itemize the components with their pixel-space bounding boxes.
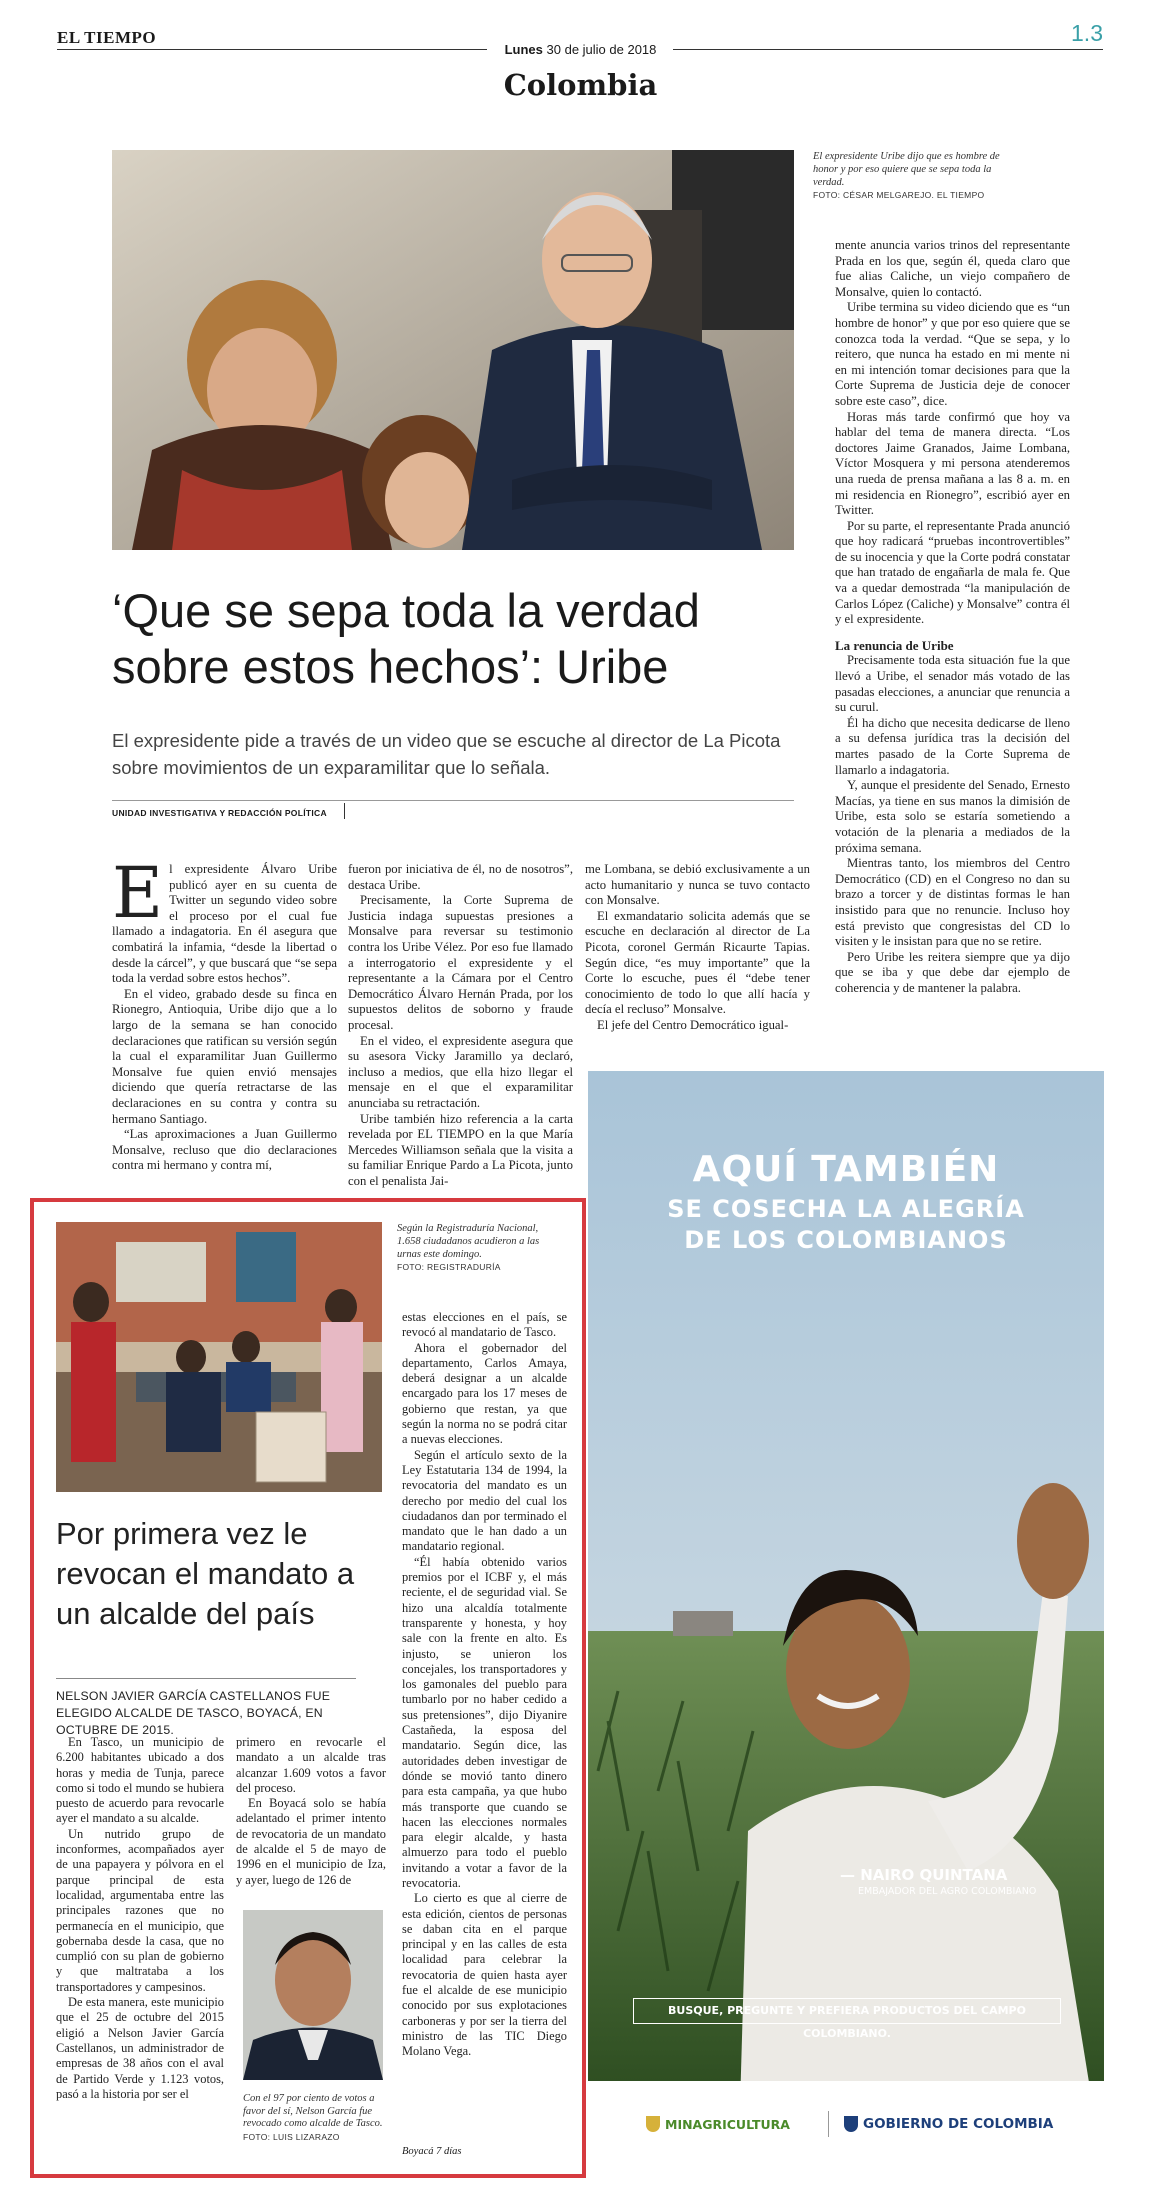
portrait-caption xyxy=(243,2093,388,2144)
main-col4-p7: Y, aunque el presidente del Senado, Ernesto Macías, ya tiene en sus manos la dimisión de Uribe, esta solo se estaría sometiendo a votación de la plenaria a mediados de la próxima semana. xyxy=(835,778,1070,855)
main-col2-p1: fueron por iniciativa de él, no de nosotros”, destaca Uribe. xyxy=(348,862,573,892)
box-col3-p1: estas elecciones en el país, se revocó al mandatario de Tasco. xyxy=(402,1310,567,1340)
portrait-photo xyxy=(243,1910,383,2080)
ad-headline-3: DE LOS COLOMBIANOS xyxy=(684,1226,1008,1254)
box-column-1 xyxy=(56,1735,224,2102)
box-col2-p2: En Boyacá solo se había adelantado el primer intento de revocatoria de un mandato de alcalde el 5 de mayo de 1996 en el municipio de Iza, y ayer, luego de 126 de xyxy=(236,1796,386,1887)
main-col4-p9: Pero Uribe les reitera siempre que ya dijo que se iba y que debe dar ejemplo de coherencia y de mantener la palabra. xyxy=(835,949,1070,995)
main-headline-line1: ‘Que se sepa toda la verdad xyxy=(112,584,700,637)
main-col4-p1: mente anuncia varios trinos del representante Prada en los que, según él, queda claro que fue alias Caliche, un viejo compañero de Monsalve, quien lo contactó. xyxy=(835,238,1070,299)
box-col3-p5: Lo cierto es que al cierre de esta edición, cientos de personas se daban cita en el parque principal y en las calles de esta localidad para celebrar la revocatoria de quien hasta ayer fue el alcalde de ese municipio conocido por sus explotaciones carboneras y por ser la tierra del ministro de las TIC Diego Molano Vega. xyxy=(402,1891,567,2059)
main-subhead: La renuncia de Uribe xyxy=(835,637,954,653)
box-col1-p2: Un nutrido grupo de inconformes, acompañados ayer de una papayera y pólvora en el parque principal de esta localidad, argumentaba entre las principales razones que no permanecía en el municipio, que gobernaba desde la casa, que no cumplió con su plan de gobierno y que maltrataba a los transportadores y campesinos. xyxy=(56,1826,224,1994)
box-col1-p3: De esta manera, este municipio que el 25 de octubre del 2015 eligió a Nelson Javier García Castellanos, un administrador de empresas de 38 años con el aval de Partido Verde y 1.123 votos, pasó a la historia por ser el xyxy=(56,1995,224,2101)
main-col4-p4: Por su parte, el representante Prada anunció que hoy radicará “pruebas incontrovertibles” de su inocencia y que la Corte podrá constatar que han tratado de engañarla de mala fe. Que va a quedar demostrada “la manipulación de Carlos López (Caliche) y Monsalve” contra él y el expresidente. xyxy=(835,518,1070,627)
main-column-1 xyxy=(112,852,337,1174)
main-col4-p8: Mientras tanto, los miembros del Centro Democrático (CD) en el Congreso no dan su brazo a torcer y de distintas formas le han insistido para que no renuncie. Incluso hoy está previsto que congresistas del CD lo visiten y le insistan para que no se retire. xyxy=(835,856,1070,949)
main-photo-credit: FOTO: CÉSAR MELGAREJO. EL TIEMPO xyxy=(813,190,985,200)
gobierno-shield-icon xyxy=(844,2116,858,2132)
main-column-3 xyxy=(585,862,810,1034)
box-photo-credit: FOTO: REGISTRADURÍA xyxy=(397,1262,501,1272)
box-photo-caption-text: Según la Registraduría Nacional, 1.658 ciudadanos acudieron a las urnas este domingo. xyxy=(397,1223,540,1260)
portrait-credit: FOTO: LUIS LIZARAZO xyxy=(243,2131,340,2142)
date-rest: 30 de julio de 2018 xyxy=(546,42,657,57)
box-col2-p1: primero en revocarle el mandato a un alcalde tras alcanzar 1.609 votos a favor del proceso. xyxy=(236,1735,386,1795)
box-photo xyxy=(56,1222,382,1492)
main-photo-caption-text: El expresidente Uribe dijo que es hombre de honor y por eso quiere que se sepa toda la verdad. xyxy=(813,151,1000,188)
main-col3-p3: El jefe del Centro Democrático igual- xyxy=(597,1017,789,1032)
main-col2-p2: Precisamente, la Corte Suprema de Justicia indaga supuestas presiones a Monsalve para reversar su testimonio contra los Uribe Vélez. Por eso fue llamado a interrogatorio el expresidente y el representante a la Cámara por el Centro Democrático Álvaro Hernán Prada, por los supuestos delitos de soborno y fraude procesal. xyxy=(348,893,573,1032)
ad-logo-gobierno xyxy=(844,2116,1053,2132)
date-day: Lunes xyxy=(504,42,543,57)
portrait-caption-text: Con el 97 por ciento de votos a favor del sí, Nelson García fue revocado como alcalde de Tasco. xyxy=(243,2093,383,2129)
main-headline-line2: sobre estos hechos’: Uribe xyxy=(112,640,669,693)
main-col4-p2: Uribe termina su video diciendo que es “un hombre de honor” y que por eso quiere que se conozca toda la verdad. “Que se sepa, y lo reitero, que nunca ha estado en mi mente ni en mi intención tomar decisiones para que la Corte Suprema de Justicia deje de conocer sobre este caso”, dice. xyxy=(835,300,1070,408)
main-byline: UNIDAD INVESTIGATIVA Y REDACCIÓN POLÍTICA xyxy=(112,808,327,818)
page-number: 1.3 xyxy=(1071,20,1103,46)
main-photo xyxy=(112,150,794,550)
uribe-photo-image xyxy=(112,150,794,550)
main-col2-p3: En el video, el expresidente asegura que su asesora Vicky Jaramillo ya declaró, incluso a medios, que ella hizo llegar el mensaje en el que el exparamilitar anunciaba su retractación. xyxy=(348,1033,573,1110)
main-column-2 xyxy=(348,862,573,1189)
box-col3-p3: Según el artículo sexto de la Ley Estatutaria 134 de 1994, la revocatoria del mandato es un derecho por medio del cual los ciudadanos dan por terminado el mandato que le han dado a un mandatario regional. xyxy=(402,1447,567,1554)
minagricultura-label: MINAGRICULTURA xyxy=(665,2116,790,2132)
main-column-4 xyxy=(835,238,1070,997)
main-col3-p1: me Lombana, se debió exclusivamente a un acto humanitario y nunca se tuvo contacto con Monsalve. xyxy=(585,862,810,908)
main-deck: El expresidente pide a través de un video que se escuche al director de La Picota sobre movimientos de un exparamilitar que lo señala. xyxy=(112,730,781,778)
main-col4-p6: Él ha dicho que necesita dedicarse de lleno a su defensa jurídica tras la decisión del martes pasado de la Corte Suprema de llamarlo a indagatoria. xyxy=(835,715,1070,777)
advertisement xyxy=(588,1071,1104,2175)
ad-logo-divider xyxy=(828,2111,829,2137)
ad-headline-1: AQUÍ TAMBIÉN xyxy=(692,1149,1000,1190)
masthead-logo: EL TIEMPO xyxy=(57,28,157,47)
ad-banner xyxy=(633,1998,1061,2040)
minagricultura-shield-icon xyxy=(646,2116,660,2132)
main-col1-p3: “Las aproximaciones a Juan Guillermo Monsalve, recluso que dio declaraciones contra mi hermano y contra mí, xyxy=(112,1127,337,1173)
box-col3-p2: Ahora el gobernador del departamento, Carlos Amaya, deberá designar a un alcalde encargado para los 17 meses de gobierno que restan, ya que según la norma no se podrá citar a nuevas elecciones. xyxy=(402,1340,567,1447)
box-headline: Por primera vez le revocan el mandato a un alcalde del país xyxy=(56,1516,355,1631)
box-signoff: Boyacá 7 días xyxy=(402,2146,462,2157)
main-col4-p3: Horas más tarde confirmó que hoy va hablar del tema de manera directa. “Los doctores Jaime Granados, Jaime Lombana, Víctor Mosquera y mi persona atenderemos una rueda de prensa mañana a las 8 a. m. en mi residencia en Rionegro”, escribió ayer en Twitter. xyxy=(835,409,1070,518)
main-col1-p1: l expresidente Álvaro Uribe publicó ayer en su cuenta de Twitter un segundo video sobre el proceso por el cual fue llamado a indagatoria. En él asegura que combatirá la infamia, “desde la libertad o desde la cárcel”, y que buscará que “se sepa toda la verdad sobre estos hechos”. xyxy=(112,862,337,986)
ad-ambassador-role: EMBAJADOR DEL AGRO COLOMBIANO xyxy=(858,1886,1037,1897)
header-rule-right xyxy=(673,49,1103,50)
byline-rule xyxy=(112,800,794,801)
main-col4-p5: Precisamente toda esta situación fue la que llevó a Uribe, el senador más votado de las pasadas elecciones, a anunciar que renuncia a su curul. xyxy=(835,653,1070,715)
box-column-2 xyxy=(236,1735,386,1888)
ad-headline-2: SE COSECHA LA ALEGRÍA xyxy=(667,1195,1025,1223)
box-column-3 xyxy=(402,1310,567,2060)
mayor-portrait-image xyxy=(243,1910,383,2080)
box-col3-p4: “Él había obtenido varios premios por el ICBF y, el más reciente, el de seguridad vial. Se hizo una alcaldía totalmente transparente y honesta, y hoy sale con la frente en alto. Es injusto, se unieron los concejales, los transportadores y los gamonales del pueblo para tumbarlo por no haber cedido a sus pretensiones”, dijo Diyanire Castañeda, la esposa del mandatario. Según dice, las autoridades deben investigar de dónde se movió tanto dinero para esta campaña, ya que hubo más transporte que cuando se hacen las elecciones normales para elegir alcalde, y hasta almuerzo para todo el pueblo invitando a votar a favor de la revocatoria. xyxy=(402,1554,567,1890)
byline-divider xyxy=(344,803,345,819)
ad-logo-minagricultura xyxy=(646,2116,790,2132)
main-col2-p4: Uribe también hizo referencia a la carta revelada por EL TIEMPO en la que María Mercedes Williamson señala que la visita a su familiar Enrique Pardo a La Picota, junto con el penalista Jai- xyxy=(348,1111,573,1188)
ad-banner-text: BUSQUE, PREGUNTE Y PREFIERA PRODUCTOS DEL CAMPO COLOMBIANO. xyxy=(668,2004,1026,2040)
ad-ambassador-name: — NAIRO QUINTANA xyxy=(840,1866,1008,1884)
box-deck-rule xyxy=(56,1678,356,1679)
header-rule-left xyxy=(57,49,487,50)
section-title: Colombia xyxy=(503,68,658,102)
gobierno-label: GOBIERNO DE COLOMBIA xyxy=(863,2116,1054,2132)
box-photo-caption xyxy=(397,1222,562,1274)
main-photo-caption xyxy=(813,150,1018,202)
main-headline xyxy=(112,583,812,695)
drop-cap: E xyxy=(112,852,164,934)
box-col1-p1: En Tasco, un municipio de 6.200 habitantes ubicado a dos horas y media de Tunja, parece como si todo el mundo se hubiera puesto de acuerdo para revocarle ayer el mandato a su alcalde. xyxy=(56,1735,224,1826)
main-col1-p2: En el video, grabado desde su finca en Rionegro, Antioquia, Uribe dijo que a lo largo de la semana se han conocido declaraciones que ratifican su versión según la cual el exparamilitar Juan Guillermo Monsalve fue quien envió mensajes diciendo que quería retractarse de las declaraciones en su contra y contra su hermano Santiago. xyxy=(112,986,337,1126)
box-deck: NELSON JAVIER GARCÍA CASTELLANOS FUE ELEGIDO ALCALDE DE TASCO, BOYACÁ, EN OCTUBRE DE 2015. xyxy=(56,1689,331,1737)
main-col3-p2: El exmandatario solicita además que se escuche en declaración al director de La Picota, coronel Germán Ricaurte Tapias. Según dice, “es muy importante” que la Corte lo escuche, pues él “debe tener conocimiento de todo lo que allí hacía y decía el recluso” Monsalve. xyxy=(585,908,810,1017)
polling-station-image xyxy=(56,1222,382,1492)
